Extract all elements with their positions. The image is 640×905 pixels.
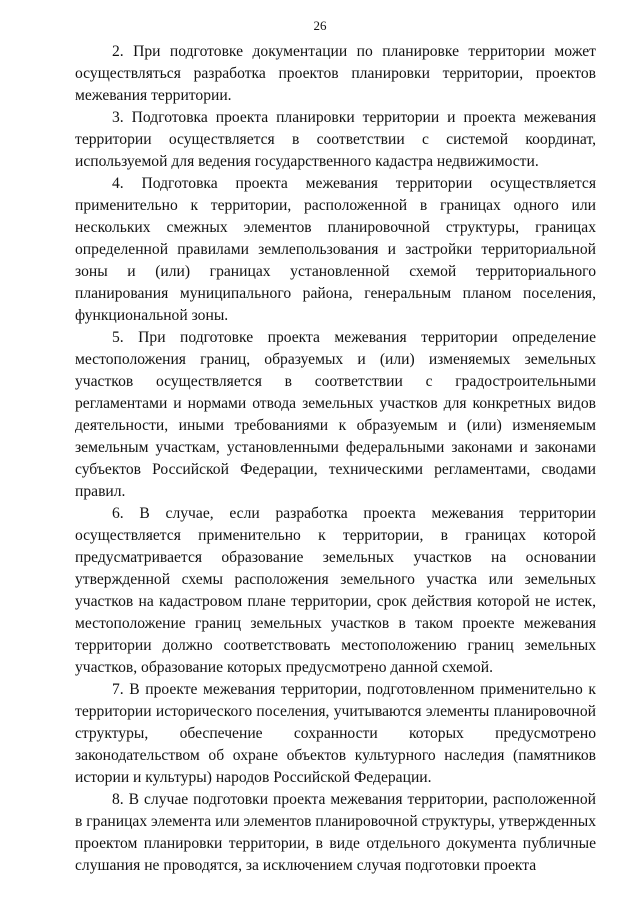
paragraph-5: 5. При подготовке проекта межевания территории определение местоположения границ, образуемых и (или) изменяемых земельных участков осуществляется в соответствии с градостроительными регламентами и нормами отвода земельных участков для конкретных видов деятельности, иными требованиями к образуемым и (или) изменяемым земельным участкам, установленными федеральными законами и законами субъектов Российской Федерации, техническими регламентами, сводами правил. <box>75 329 596 500</box>
paragraph-6: 6. В случае, если разработка проекта межевания территории осуществляется применительно к территории, в границах которой предусматривается образование земельных участков на основании утвержденной схемы расположения земельного участка или земельных участков на кадастровом плане территории, срок действия которой не истек, местоположение границ земельных участков в таком проекте межевания территории должно соответствовать местоположению границ земельных участков, образование которых предусмотрено данной схемой. <box>75 505 596 676</box>
paragraph-8: 8. В случае подготовки проекта межевания территории, расположенной в границах элемента или элементов планировочной структуры, утвержденных проектом планировки территории, в виде отдельного документа публичные слушания не проводятся, за исключением случая подготовки проекта <box>75 791 596 874</box>
paragraph-7: 7. В проекте межевания территории, подготовленном применительно к территории исторического поселения, учитываются элементы планировочной структуры, обеспечение сохранности которых предусмотрено законодательством об охране объектов культурного наследия (памятников истории и культуры) народов Российской Федерации. <box>75 681 596 786</box>
paragraph-3: 3. Подготовка проекта планировки территории и проекта межевания территории осуществляется в соответствии с системой координат, используемой для ведения государственного кадастра недвижимости. <box>75 109 596 170</box>
paragraph-2: 2. При подготовке документации по планировке территории может осуществляться разработка проектов планировки территории, проектов межевания территории. <box>75 43 596 104</box>
document-body <box>75 41 596 877</box>
page-number: 26 <box>313 18 327 33</box>
paragraph-4: 4. Подготовка проекта межевания территории осуществляется применительно к территории, расположенной в границах одного или нескольких смежных элементов планировочной структуры, границах определенной правилами землепользования и застройки территориальной зоны и (или) границах установленной схемой территориального планирования муниципального района, генеральным планом поселения, функциональной зоны. <box>75 175 596 324</box>
